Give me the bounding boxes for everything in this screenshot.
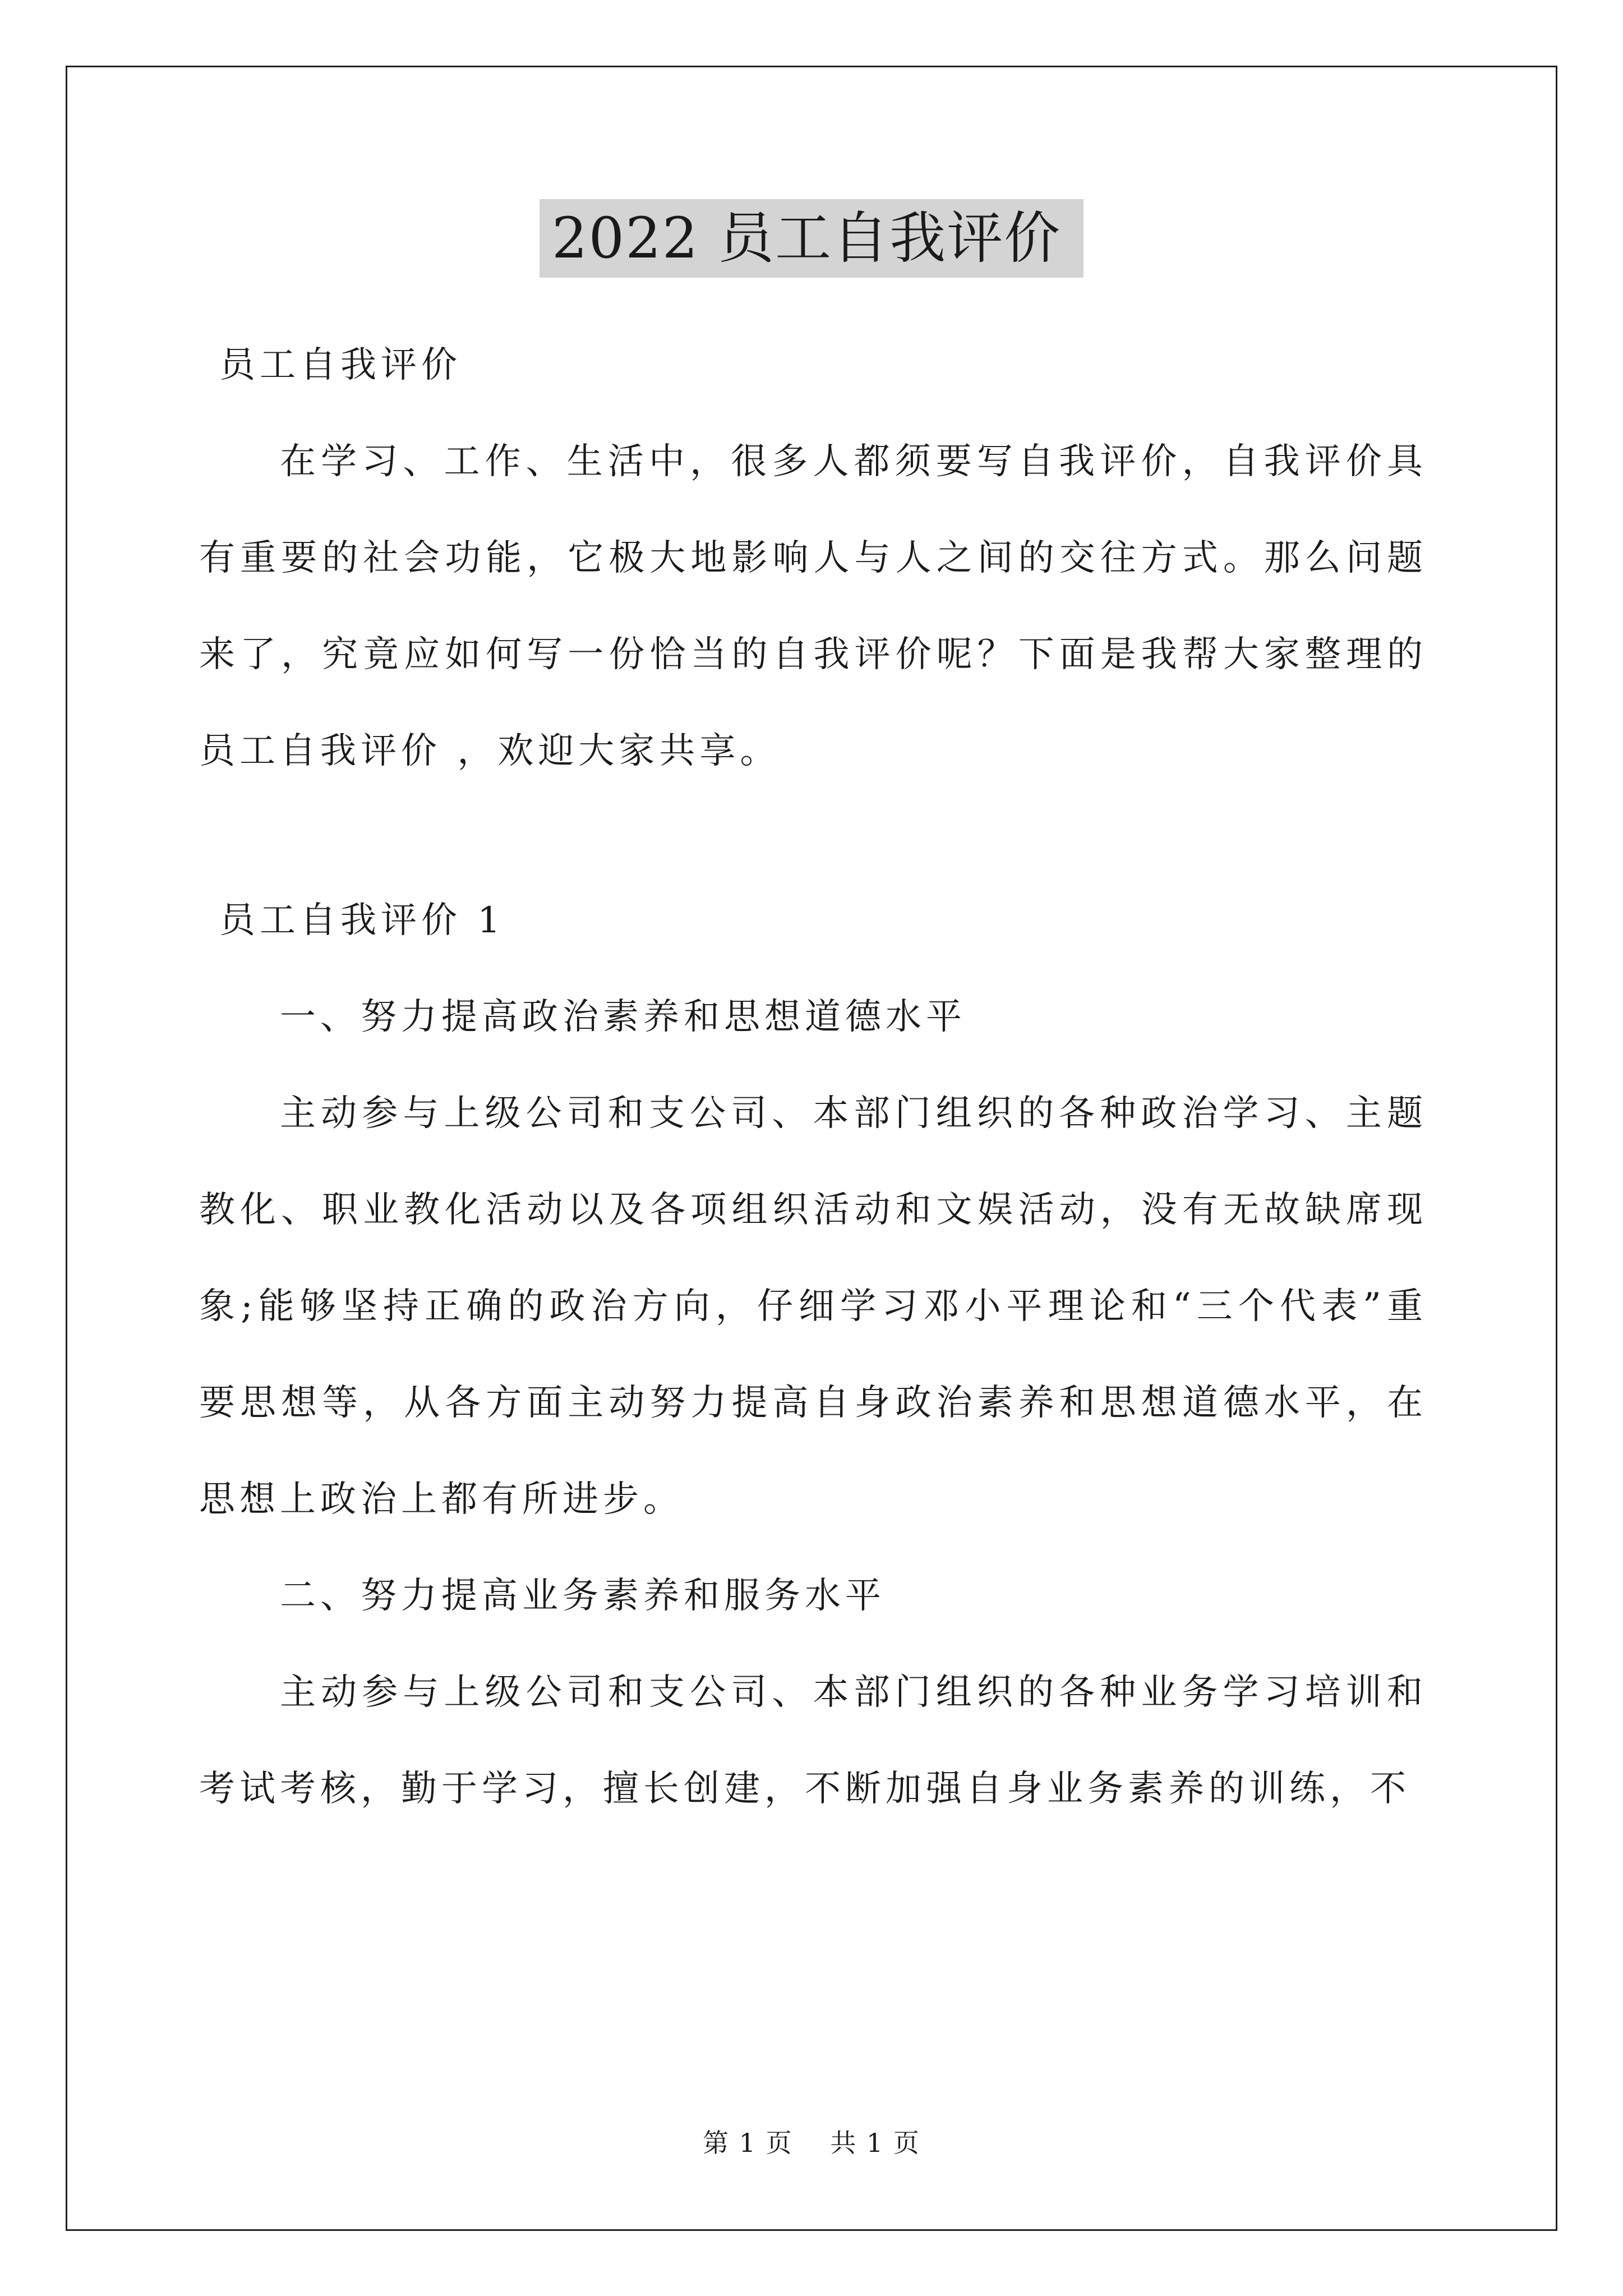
point2-heading: 二、努力提高业务素养和服务水平 — [280, 1575, 886, 1617]
page-number-current: 第 1 页 — [703, 2128, 793, 2158]
point1-paragraph: 主动参与上级公司和支公司、本部门组织的各种政治学习、主题教化、职业教化活动以及各项组织活动和文娱活动，没有无故缺席现象;能够坚持正确的政治方向，仔细学习邓小平理论和“三个代表”重要思想等，从各方面主动努力提高自身政治素养和思想道德水平，在思想上政治上都有所进步。 — [199, 1093, 1427, 1520]
document-title: 2022 员工自我评价 — [540, 199, 1083, 278]
intro-paragraph: 在学习、工作、生活中，很多人都须要写自我评价，自我评价具有重要的社会功能，它极大地影响人与人之间的交往方式。那么问题来了，究竟应如何写一份恰当的自我评价呢？下面是我帮大家整理的员工自我评价 ，欢迎大家共享。 — [199, 441, 1427, 772]
document-body — [199, 317, 1427, 1837]
intro-heading: 员工自我评价 — [219, 344, 462, 386]
title-container — [0, 199, 1623, 278]
page-footer — [0, 2126, 1623, 2160]
section-heading: 员工自我评价 1 — [219, 900, 505, 941]
paragraph-gap — [199, 799, 1427, 872]
point2-paragraph: 主动参与上级公司和支公司、本部门组织的各种业务学习培训和考试考核，勤于学习，擅长创建，不断加强自身业务素养的训练，不 — [199, 1672, 1427, 1810]
point1-heading: 一、努力提高政治素养和思想道德水平 — [280, 996, 966, 1038]
page-number-total: 共 1 页 — [830, 2128, 920, 2158]
